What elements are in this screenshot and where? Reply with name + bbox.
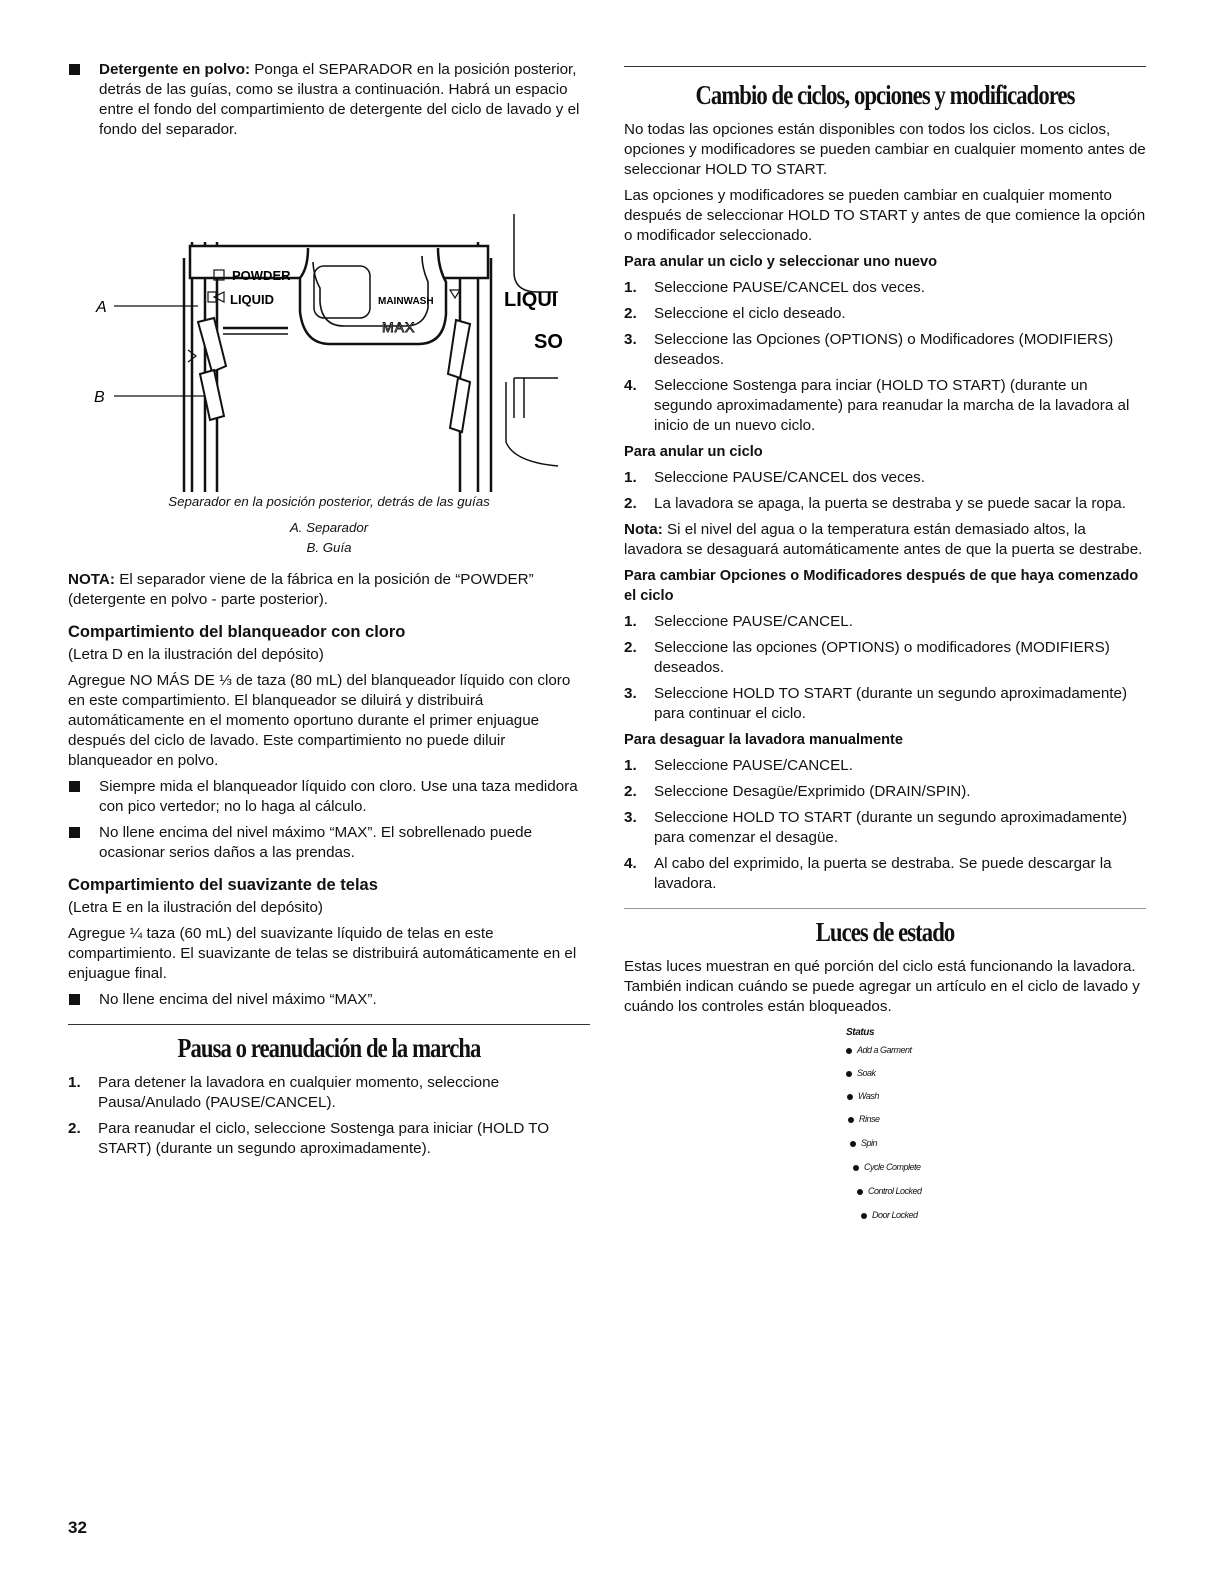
- bullet-text: No llene encima del nivel máximo “MAX”.: [99, 991, 377, 1008]
- step-number: 3.: [624, 809, 637, 826]
- bleach-bullet: [68, 823, 590, 863]
- cycles-heading: Cambio de ciclos, opciones y modificadores: [695, 80, 1075, 110]
- softener-bullet: [68, 990, 590, 1010]
- status-item-add-garment: Add a Garment: [846, 1045, 912, 1055]
- status-item-soak: Soak: [846, 1068, 876, 1078]
- callout-a: A: [96, 299, 107, 316]
- step-number: 3.: [624, 685, 637, 702]
- callout-b: B: [94, 389, 105, 406]
- figure-caption: Separador en la posición posterior, detrás de las guías: [168, 494, 490, 509]
- softener-heading: Compartimiento del suavizante de telas: [68, 876, 378, 894]
- sub3-step: [624, 638, 1146, 678]
- status-light-icon: [846, 1071, 852, 1077]
- bleach-text: Agregue NO MÁS DE ⅓ de taza (80 mL) del blanqueador líquido con cloro en este compartimiento. El blanqueador se diluirá y distribuirá automáticamente en el momento oportuno durante el primer enjuague después del ciclo de lavado. Este compartimiento no puede diluir blanqueador en polvo.: [68, 672, 571, 769]
- bleach-sub: (Letra D en la ilustración del depósito): [68, 646, 324, 663]
- mainwash-arrow-icon: [450, 290, 460, 298]
- section-divider: [68, 1024, 590, 1025]
- step-text: Para reanudar el ciclo, seleccione Sostenga para iniciar (HOLD TO START) (durante un segundo aproximadamente).: [98, 1120, 550, 1157]
- sub1-step: [624, 304, 1146, 324]
- bullet-text: Ponga el SEPARADOR en la posición posterior, detrás de las guías, como se ilustra a continuación. Habrá un espacio entre el fondo del compartimiento de detergente del ciclo de lavado y el fondo del separador.: [99, 61, 580, 138]
- bullet-square-icon: [69, 994, 80, 1005]
- step-number: 1.: [624, 757, 637, 774]
- pause-heading: Pausa o reanudación de la marcha: [177, 1033, 481, 1063]
- bleach-heading: Compartimiento del blanqueador con cloro: [68, 623, 406, 641]
- sub1-step: [624, 376, 1146, 436]
- status-light-icon: [847, 1094, 853, 1100]
- pause-step: [68, 1119, 590, 1159]
- sub2-step: [624, 494, 1146, 514]
- sub1-step: [624, 278, 1146, 298]
- sub2-heading: Para anular un ciclo: [624, 444, 763, 460]
- status-lights-panel: [846, 1027, 1046, 1227]
- sub1-step: [624, 330, 1146, 370]
- dispenser-drawing: [68, 162, 590, 492]
- max-label: MAX: [382, 319, 416, 335]
- section-divider: [624, 908, 1146, 909]
- left-column: [68, 60, 590, 1165]
- step-text: Seleccione HOLD TO START (durante un segundo aproximadamente) para continuar el ciclo.: [654, 685, 1128, 722]
- status-item-cycle-complete: Cycle Complete: [853, 1162, 921, 1172]
- so-label: SO: [534, 331, 563, 353]
- step-text: Seleccione Sostenga para inciar (HOLD TO START) (durante un segundo aproximadamente) para reanudar la marcha de la lavadora al inicio de un nuevo ciclo.: [654, 377, 1130, 434]
- pause-step: [68, 1073, 590, 1113]
- status-light-icon: [857, 1189, 863, 1195]
- liqui-label: LIQUI: [504, 289, 558, 311]
- status-light-icon: [846, 1048, 852, 1054]
- page-number: 32: [68, 1518, 87, 1537]
- legend-a: A. Separador: [289, 520, 369, 535]
- status-item-wash: Wash: [847, 1091, 879, 1101]
- step-number: 4.: [624, 855, 637, 872]
- sub4-step: [624, 854, 1146, 894]
- note-text: Si el nivel del agua o la temperatura están demasiado altos, la lavadora se desaguará automáticamente antes de que la puerta se destrabe.: [624, 521, 1143, 558]
- powder-label: POWDER: [232, 268, 291, 283]
- sub3-step: [624, 684, 1146, 724]
- step-text: Seleccione PAUSE/CANCEL dos veces.: [654, 469, 925, 486]
- right-column: [624, 78, 1146, 1227]
- separator-note: [68, 570, 590, 610]
- status-item-door-locked: Door Locked: [861, 1210, 918, 1220]
- powder-detergent-bullet: [68, 60, 590, 140]
- status-light-icon: [850, 1141, 856, 1147]
- status-light-icon: [853, 1165, 859, 1171]
- figure-legend: [68, 518, 590, 558]
- bullet-bold-lead: Detergente en polvo:: [99, 61, 251, 78]
- sub3-step: [624, 612, 1146, 632]
- bullet-square-icon: [69, 781, 80, 792]
- status-light-icon: [848, 1117, 854, 1123]
- step-text: Al cabo del exprimido, la puerta se destraba. Se puede descargar la lavadora.: [654, 855, 1112, 892]
- sub4-step: [624, 756, 1146, 776]
- step-text: Seleccione las opciones (OPTIONS) o modificadores (MODIFIERS) deseados.: [654, 639, 1110, 676]
- status-item-control-locked: Control Locked: [857, 1186, 922, 1196]
- step-text: Seleccione HOLD TO START (durante un segundo aproximadamente) para comenzar el desagüe.: [654, 809, 1128, 846]
- step-number: 1.: [624, 469, 637, 486]
- top-divider: [624, 66, 1146, 67]
- bullet-square-icon: [69, 827, 80, 838]
- step-number: 2.: [624, 783, 637, 800]
- lights-text: Estas luces muestran en qué porción del ciclo está funcionando la lavadora. También indican cuándo se puede agregar un artículo en el ciclo de lavado y cuándo los controles están bloqueados.: [624, 958, 1140, 1015]
- cycles-paragraph-2: Las opciones y modificadores se pueden cambiar en cualquier momento después de seleccionar HOLD TO START y antes de que comience la opción o modificador seleccionado.: [624, 187, 1146, 244]
- step-number: 2.: [624, 305, 637, 322]
- softener-sub: (Letra E en la ilustración del depósito): [68, 899, 323, 916]
- cycles-paragraph-1: No todas las opciones están disponibles con todos los ciclos. Los ciclos, opciones y modificadores se pueden cambiar en cualquier momento antes de seleccionar HOLD TO START.: [624, 121, 1146, 178]
- sub2-step: [624, 468, 1146, 488]
- step-number: 1.: [624, 279, 637, 296]
- note-bold: NOTA:: [68, 571, 115, 588]
- step-text: Para detener la lavadora en cualquier momento, seleccione Pausa/Anulado (PAUSE/CANCEL).: [98, 1074, 500, 1111]
- sub1-heading: Para anular un ciclo y seleccionar uno nuevo: [624, 254, 938, 270]
- step-number: 1.: [624, 613, 637, 630]
- status-title: Status: [846, 1027, 875, 1038]
- step-text: Seleccione PAUSE/CANCEL.: [654, 757, 853, 774]
- lights-heading: Luces de estado: [815, 917, 955, 947]
- step-text: Seleccione PAUSE/CANCEL.: [654, 613, 853, 630]
- step-text: Seleccione Desagüe/Exprimido (DRAIN/SPIN).: [654, 783, 971, 800]
- step-text: Seleccione PAUSE/CANCEL dos veces.: [654, 279, 925, 296]
- note-text: El separador viene de la fábrica en la posición de “POWDER” (detergente en polvo - parte posterior).: [68, 571, 534, 608]
- softener-text: Agregue ¼ taza (60 mL) del suavizante líquido de telas en este compartimiento. El suavizante de telas se distribuirá automáticamente en el enjuague final.: [68, 925, 577, 982]
- bullet-text: No llene encima del nivel máximo “MAX”. El sobrellenado puede ocasionar serios daños a las prendas.: [99, 824, 533, 861]
- sub4-step: [624, 808, 1146, 848]
- note-bold: Nota:: [624, 521, 663, 538]
- bullet-square-icon: [69, 64, 80, 75]
- step-text: Seleccione el ciclo deseado.: [654, 305, 846, 322]
- sub4-step: [624, 782, 1146, 802]
- step-text: La lavadora se apaga, la puerta se destraba y se puede sacar la ropa.: [654, 495, 1126, 512]
- step-number: 2.: [624, 639, 637, 656]
- status-light-icon: [861, 1213, 867, 1219]
- legend-b: B. Guía: [306, 540, 352, 555]
- step-number: 4.: [624, 377, 637, 394]
- sub4-heading: Para desaguar la lavadora manualmente: [624, 732, 904, 748]
- status-item-rinse: Rinse: [848, 1114, 880, 1124]
- step-number: 3.: [624, 331, 637, 348]
- status-item-spin: Spin: [850, 1138, 877, 1148]
- mainwash-label: MAINWASH: [378, 296, 434, 307]
- step-text: Seleccione las Opciones (OPTIONS) o Modificadores (MODIFIERS) deseados.: [654, 331, 1114, 368]
- dispenser-illustration: [68, 162, 590, 492]
- bleach-bullet: [68, 777, 590, 817]
- liquid-label: LIQUID: [230, 292, 275, 307]
- step-number: 2.: [624, 495, 637, 512]
- drain-note: [624, 520, 1146, 560]
- step-number: 1.: [68, 1074, 81, 1091]
- sub3-heading: Para cambiar Opciones o Modificadores después de que haya comenzado el ciclo: [624, 568, 1139, 604]
- bullet-text: Siempre mida el blanqueador líquido con cloro. Use una taza medidora con pico vertedor; no lo haga al cálculo.: [99, 778, 578, 815]
- step-number: 2.: [68, 1120, 81, 1137]
